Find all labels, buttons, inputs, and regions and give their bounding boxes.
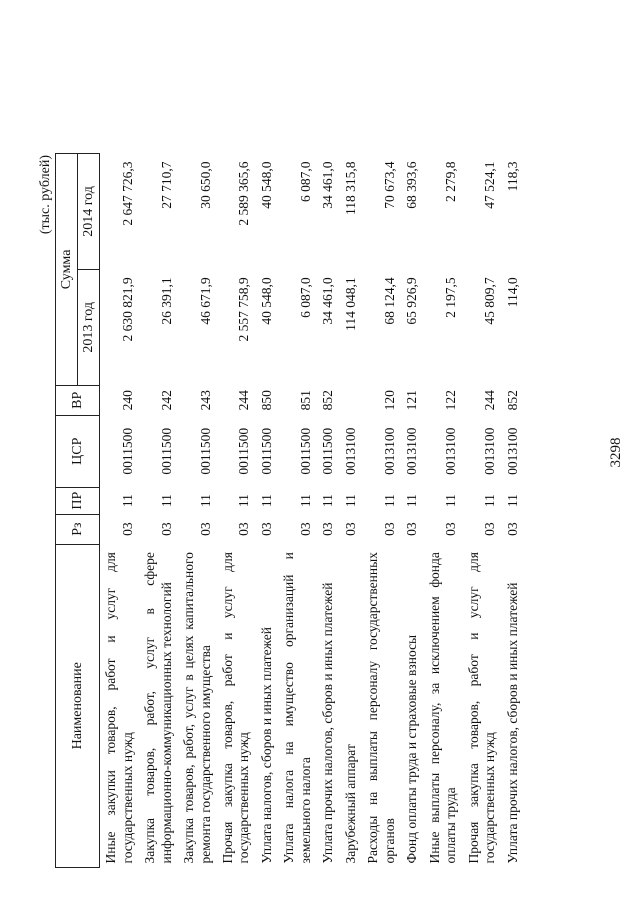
row-pr: 11: [404, 494, 420, 508]
row-rz: 03: [443, 522, 459, 536]
row-name: Уплата налогов, сборов и иных платежей: [258, 627, 274, 864]
table-row: [362, 154, 401, 868]
row-csr: 0011500: [158, 427, 174, 475]
row-csr: 0011500: [258, 427, 274, 475]
row-vr: 850: [258, 390, 274, 411]
row-name: Уплата налога на имущество организаций и земельного налога: [281, 552, 313, 864]
header-2013: 2013 год: [78, 269, 100, 385]
row-amount-2014: 30 650,0: [197, 161, 213, 209]
table-row: [463, 154, 502, 868]
row-vr: 244: [236, 390, 252, 411]
row-rz: 03: [381, 522, 397, 536]
row-vr: 852: [504, 390, 520, 411]
row-amount-2014: 70 673,4: [381, 161, 397, 209]
row-pr: 11: [342, 494, 358, 508]
row-name: Иные закупки товаров, работ и услуг для государственных нужд: [103, 552, 135, 864]
row-amount-2013: 6 087,0: [297, 277, 313, 318]
row-csr: 0013100: [381, 427, 397, 475]
units-label: (тыс. рублей): [38, 155, 53, 235]
row-amount-2013: 26 391,1: [158, 277, 174, 325]
row-amount-2013: 40 548,0: [258, 277, 274, 325]
row-csr: 0013100: [482, 427, 498, 475]
row-amount-2014: 2 589 365,6: [236, 161, 252, 226]
row-amount-2013: 65 926,9: [404, 277, 420, 325]
table-body: [100, 154, 524, 868]
row-vr: 242: [158, 390, 174, 411]
row-csr: 0011500: [236, 427, 252, 475]
row-vr: 851: [297, 390, 313, 411]
row-vr: [340, 385, 362, 415]
row-csr: 0013100: [342, 427, 358, 475]
budget-table: [55, 153, 524, 868]
row-name: Расходы на выплаты персоналу государственных органов: [365, 552, 397, 864]
row-pr: 11: [443, 494, 459, 508]
row-csr: 0013100: [404, 427, 420, 475]
row-rz: 03: [297, 522, 313, 536]
header-pr: ПР: [56, 487, 100, 514]
row-pr: 11: [258, 494, 274, 508]
row-pr: 11: [158, 494, 174, 508]
row-amount-2013: 2 557 758,9: [236, 277, 252, 342]
row-amount-2013: 2 197,5: [443, 277, 459, 318]
table-header: [56, 154, 100, 868]
row-amount-2014: 27 710,7: [158, 161, 174, 209]
row-vr: 243: [197, 390, 213, 411]
table-row: [401, 154, 423, 868]
row-pr: 11: [320, 494, 336, 508]
row-amount-2013: 46 671,9: [197, 277, 213, 325]
row-csr: 0011500: [197, 427, 213, 475]
row-name: Закупка товаров, работ, услуг в сфере информационно-коммуникационных технологий: [142, 552, 174, 864]
table-row: [100, 154, 139, 868]
table-row: [340, 154, 362, 868]
row-csr: 0011500: [320, 427, 336, 475]
row-amount-2014: 2 279,8: [443, 161, 459, 202]
row-amount-2013: 2 630 821,9: [119, 277, 135, 342]
table-row: [217, 154, 256, 868]
row-rz: 03: [236, 522, 252, 536]
header-vr: ВР: [56, 385, 100, 415]
row-amount-2013: 68 124,4: [381, 277, 397, 325]
row-name: Уплата прочих налогов, сборов и иных платежей: [320, 582, 336, 864]
row-csr: 0013100: [443, 427, 459, 475]
row-amount-2014: 118 315,8: [342, 161, 358, 215]
row-pr: 11: [381, 494, 397, 508]
row-amount-2014: 2 647 726,3: [119, 161, 135, 226]
header-rz: Рз: [56, 514, 100, 544]
table-row: [178, 154, 217, 868]
row-amount-2013: 45 809,7: [482, 277, 498, 325]
header-2014: 2014 год: [78, 154, 100, 270]
table-row: [256, 154, 278, 868]
row-name: Зарубежный аппарат: [342, 744, 358, 864]
row-pr: 11: [197, 494, 213, 508]
row-name: Фонд оплаты труда и страховые взносы: [404, 634, 420, 864]
table-row: [139, 154, 178, 868]
row-name: Прочая закупка товаров, работ и услуг для государственных нужд: [465, 552, 498, 864]
row-amount-2014: 6 087,0: [297, 161, 313, 202]
row-amount-2014: 68 393,6: [404, 161, 420, 209]
row-rz: 03: [342, 522, 358, 536]
row-name: Закупка товаров, работ, услуг в целях капитального ремонта государственного имущества: [181, 552, 213, 864]
row-csr: 0013100: [504, 427, 520, 475]
row-rz: 03: [482, 522, 498, 536]
row-vr: 121: [404, 390, 420, 411]
row-amount-2014: 40 548,0: [258, 161, 274, 209]
row-rz: 03: [404, 522, 420, 536]
row-pr: 11: [482, 494, 498, 508]
row-pr: 11: [119, 494, 135, 508]
table-row: [278, 154, 317, 868]
row-csr: 0011500: [297, 427, 313, 475]
page-number: 3298: [608, 437, 624, 468]
row-amount-2013: 114 048,1: [342, 277, 358, 331]
row-pr: 11: [504, 494, 520, 508]
row-amount-2014: 47 524,1: [482, 161, 498, 209]
row-pr: 11: [236, 494, 252, 508]
row-vr: 852: [320, 390, 336, 411]
table-row: [317, 154, 339, 868]
table-row: [502, 154, 524, 868]
row-amount-2014: 34 461,0: [320, 161, 336, 209]
row-vr: 122: [443, 390, 459, 411]
row-name: Уплата прочих налогов, сборов и иных платежей: [504, 582, 520, 864]
row-amount-2013: 34 461,0: [320, 277, 336, 325]
row-vr: 244: [482, 390, 498, 411]
row-rz: 03: [320, 522, 336, 536]
row-amount-2013: 114,0: [504, 277, 520, 308]
row-name: Иные выплаты персоналу, за исключением фонда оплаты труда: [426, 552, 459, 864]
row-vr: 240: [119, 390, 135, 411]
row-csr: 0011500: [119, 427, 135, 475]
row-rz: 03: [119, 522, 135, 536]
table-row: [424, 154, 463, 868]
header-csr: ЦСР: [56, 415, 100, 487]
row-amount-2014: 118,3: [504, 161, 520, 192]
row-vr: 120: [381, 390, 397, 411]
row-rz: 03: [197, 522, 213, 536]
header-name: Наименование: [56, 544, 100, 867]
row-pr: 11: [297, 494, 313, 508]
row-rz: 03: [258, 522, 274, 536]
row-name: Прочая закупка товаров, работ и услуг для государственных нужд: [219, 552, 252, 864]
header-sum: Сумма: [56, 154, 78, 386]
row-rz: 03: [504, 522, 520, 536]
row-rz: 03: [158, 522, 174, 536]
